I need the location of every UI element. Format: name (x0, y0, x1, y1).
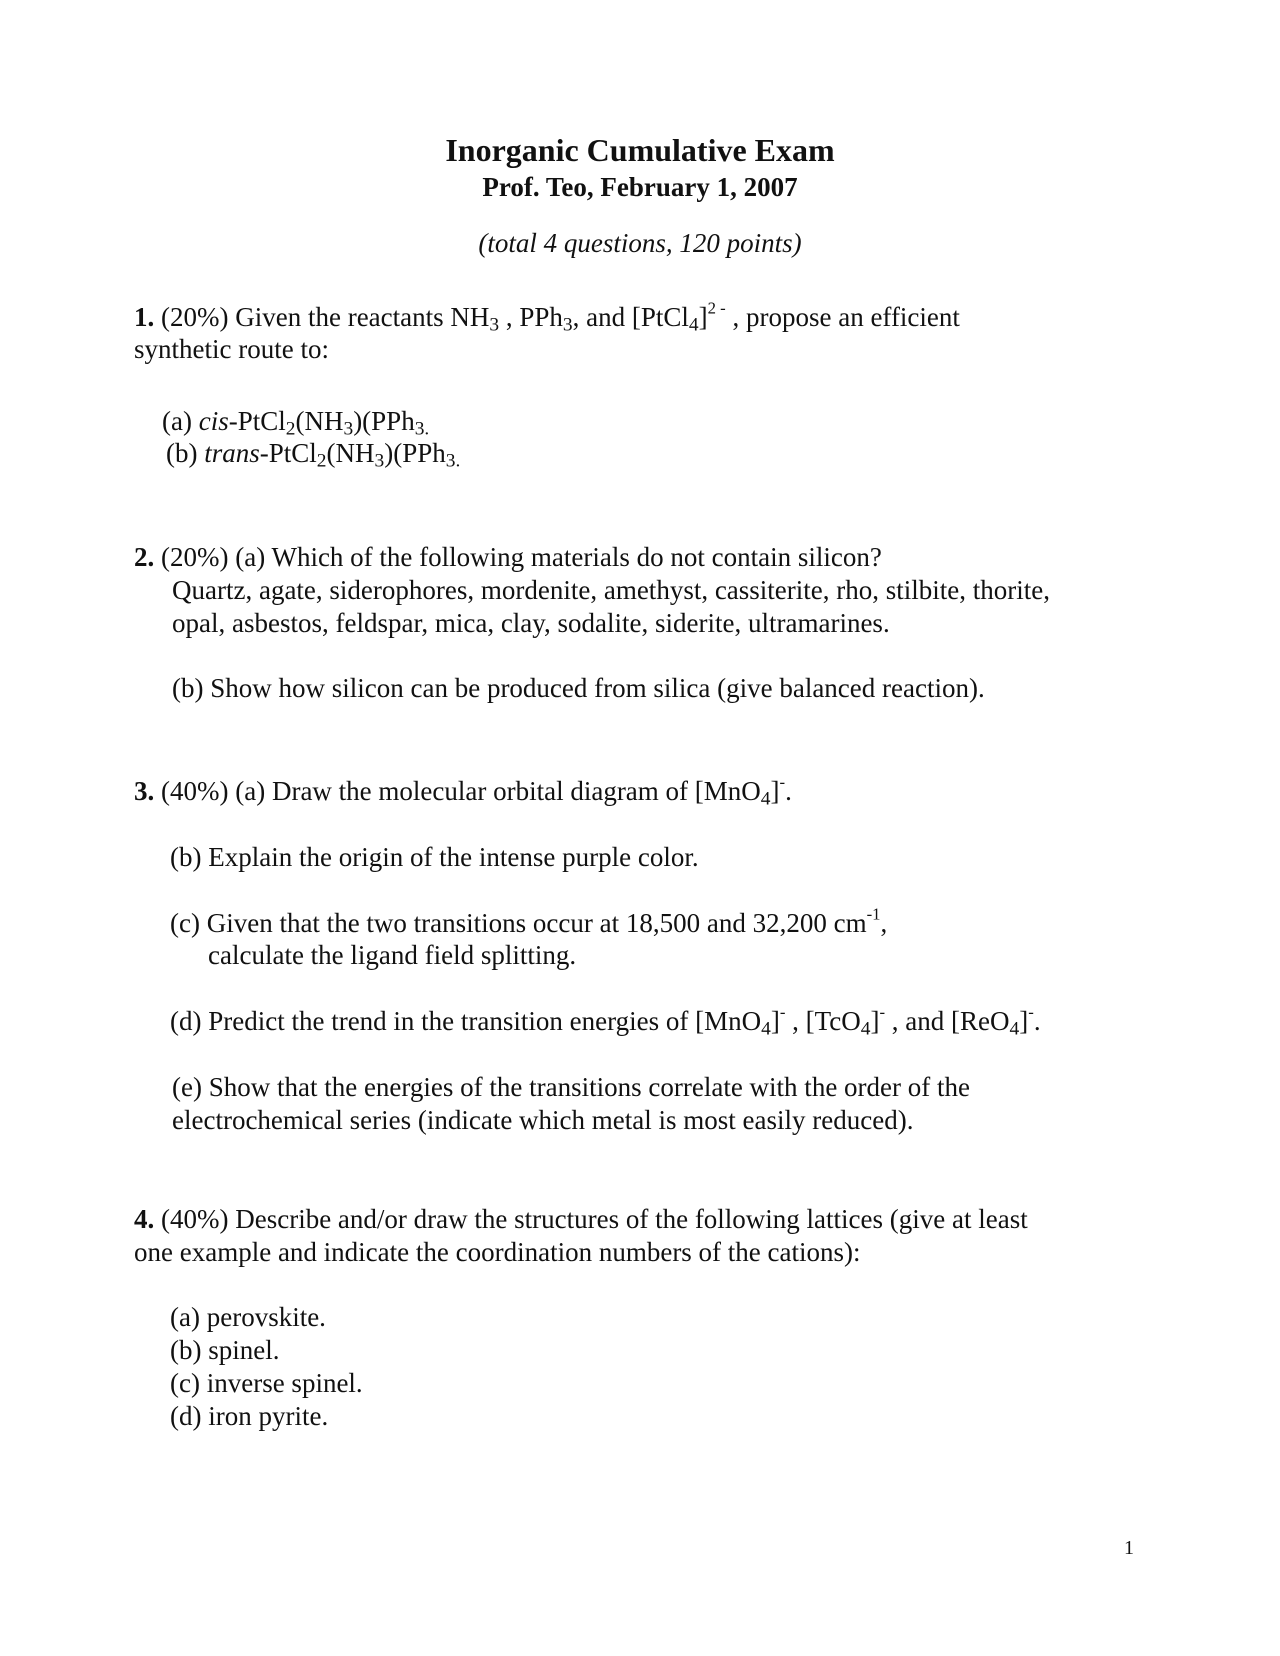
question-1b-prefix: trans (204, 438, 260, 468)
question-1b-text: (NH (326, 438, 375, 468)
exam-subtitle: Prof. Teo, February 1, 2007 (482, 172, 798, 202)
question-3c-text: (c) Given that the two transitions occur at 18,500 and 32,200 cm (170, 908, 867, 938)
question-3-points: (40%) (161, 776, 229, 806)
question-1-sub: 3 (562, 314, 573, 336)
question-3a-text: (a) Draw the molecular orbital diagram of [MnO (235, 776, 761, 806)
question-4-item: (a) perovskite. (170, 1302, 326, 1332)
question-4-line1 (134, 1202, 1028, 1236)
question-1a-sub: 3 (343, 418, 354, 440)
question-4-item: (c) inverse spinel. (170, 1368, 363, 1398)
question-3-number: 3. (134, 776, 155, 806)
question-1b-sub: 3. (445, 450, 461, 472)
question-1-line1 (134, 300, 960, 334)
question-1-text: , propose an efficient (725, 302, 960, 332)
page-number: 1 (1124, 1537, 1134, 1559)
question-2-points: (20%) (161, 542, 229, 572)
question-2-line1 (134, 540, 882, 574)
question-1a-text: (NH (295, 406, 344, 436)
question-3d-text: ] (770, 1006, 780, 1036)
question-2-number: 2. (134, 542, 155, 572)
question-3-line1 (134, 774, 792, 808)
question-1-text: , and [PtCl (572, 302, 689, 332)
question-3c-line2: calculate the ligand field splitting. (208, 940, 577, 970)
question-3a-charge: - (779, 772, 786, 792)
exam-total: (total 4 questions, 120 points) (478, 228, 802, 258)
question-1-points: (20%) (161, 302, 229, 332)
question-2-list-line2: opal, asbestos, feldspar, mica, clay, sodalite, siderite, ultramarines. (172, 608, 890, 638)
question-2-list-line1: Quartz, agate, siderophores, mordenite, amethyst, cassiterite, rho, stilbite, thorite, (172, 575, 1050, 605)
question-3d-sub: 4 (860, 1018, 871, 1040)
question-3d-text: ] (1019, 1006, 1029, 1036)
question-1-text: ] (698, 302, 708, 332)
question-3b-text: (b) Explain the origin of the intense purple color. (170, 842, 699, 872)
question-3a-sub: 4 (760, 788, 771, 810)
question-3d-charge: - (879, 1002, 886, 1022)
question-1b (166, 436, 460, 470)
question-3c-line1 (170, 906, 887, 940)
question-1-charge: 2 - (707, 298, 726, 318)
exam-title: Inorganic Cumulative Exam (445, 132, 835, 168)
question-1-text: Given the reactants NH (235, 302, 490, 332)
question-3d-text: . (1033, 1006, 1041, 1036)
question-1-sub: 3 (489, 314, 500, 336)
question-3c-sup: -1 (866, 904, 881, 924)
question-1-line2: synthetic route to: (134, 334, 329, 364)
question-1a-text: )(PPh (353, 406, 415, 436)
question-1-number: 1. (134, 302, 155, 332)
question-1a-sub: 2 (285, 418, 296, 440)
question-3e-line1: (e) Show that the energies of the transitions correlate with the order of the (172, 1072, 970, 1102)
question-3d-text: (d) Predict the trend in the transition energies of [MnO (170, 1006, 762, 1036)
question-3d-text: , and [ReO (885, 1006, 1010, 1036)
question-1-sub: 4 (688, 314, 699, 336)
question-2b-text: (b) Show how silicon can be produced from silica (give balanced reaction). (172, 673, 985, 703)
question-1b-text: )(PPh (384, 438, 446, 468)
question-1a-label: (a) (162, 406, 199, 436)
question-4-item: (d) iron pyrite. (170, 1401, 329, 1431)
question-1b-text: -PtCl (259, 438, 317, 468)
question-1-text: , PPh (499, 302, 563, 332)
question-4-text: Describe and/or draw the structures of the following lattices (give at least (235, 1204, 1028, 1234)
question-1b-sub: 3 (374, 450, 385, 472)
question-3d-sub: 4 (761, 1018, 771, 1040)
question-4-item: (b) spinel. (170, 1335, 280, 1365)
question-3a-text: . (785, 776, 792, 806)
question-3d (170, 1004, 1041, 1038)
question-3d-charge: - (1028, 1002, 1034, 1022)
question-3c-text: , (880, 908, 888, 938)
question-3d-charge: - (779, 1002, 786, 1022)
question-1a (162, 404, 429, 438)
question-3e-line2: electrochemical series (indicate which metal is most easily reduced). (172, 1105, 914, 1135)
question-1a-sub: 3. (414, 418, 430, 440)
question-4-points: (40%) (161, 1204, 229, 1234)
question-3d-sub: 4 (1009, 1018, 1020, 1040)
question-1b-label: (b) (166, 438, 205, 468)
question-3d-text: ] (870, 1006, 880, 1036)
question-1b-sub: 2 (316, 450, 327, 472)
question-3a-text: ] (770, 776, 780, 806)
question-3d-text: , [TcO (785, 1006, 861, 1036)
question-4-number: 4. (134, 1204, 155, 1234)
question-1a-text: -PtCl (228, 406, 286, 436)
question-4-line2: one example and indicate the coordination numbers of the cations): (134, 1237, 861, 1267)
question-2a-text: (a) Which of the following materials do not contain silicon? (235, 542, 882, 572)
question-1a-prefix: cis (198, 406, 229, 436)
